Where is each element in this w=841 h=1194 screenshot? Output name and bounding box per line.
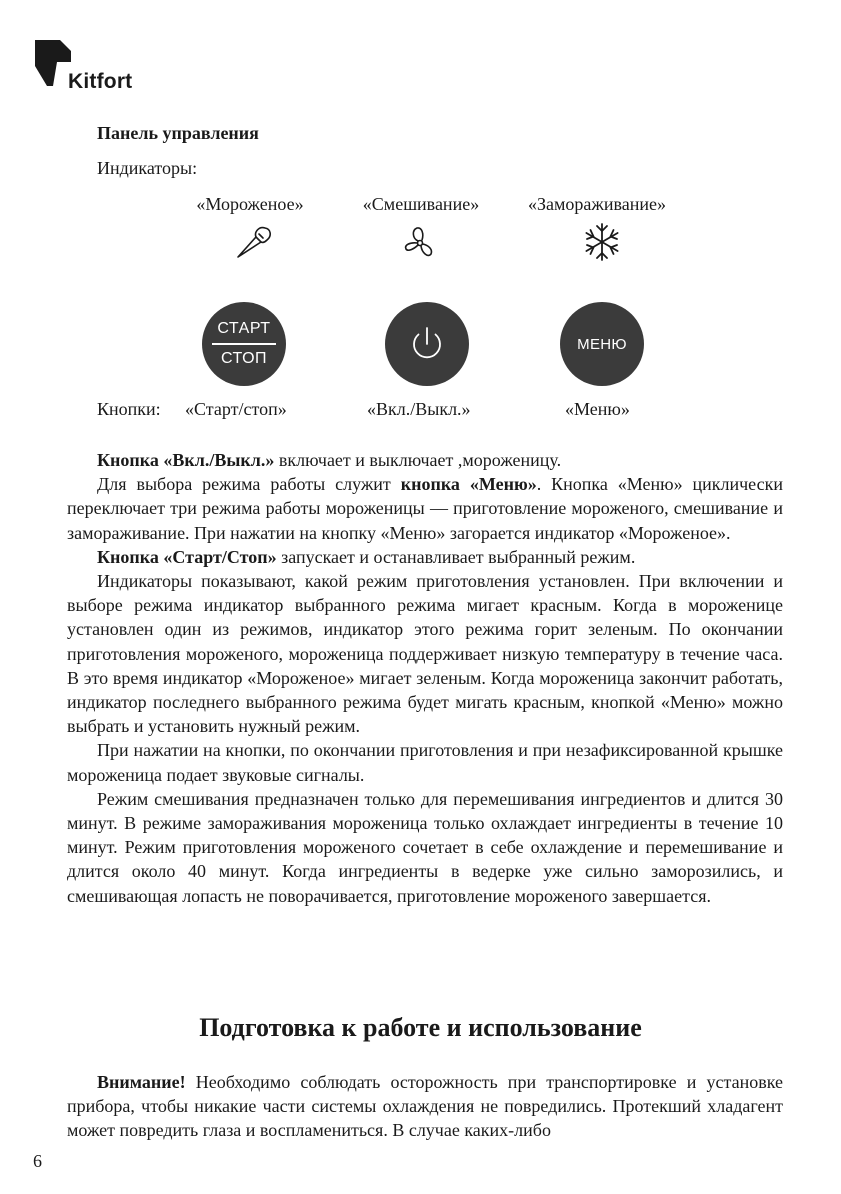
paragraph-text: включает и выключает ,мороженицу. — [274, 450, 562, 470]
power-caption: «Вкл./Выкл.» — [367, 399, 471, 419]
brand-name: Kitfort — [68, 70, 133, 93]
body-text — [67, 448, 783, 908]
buttons-label: Кнопки: — [97, 399, 161, 419]
mixing-blade-icon — [400, 222, 440, 262]
menu-label: МЕНЮ — [577, 335, 627, 353]
paragraph-power-button — [67, 448, 783, 472]
paragraph-modes: Режим смешивания предназначен только для перемешивания ингредиентов и длится 30 минут. В режиме замораживания мороженица только охлаждает ингредиенты в течение 10 минут. Режим приготовления мороженого сочетает в себе охлаждение и перемешивание и длится около 40 минут. Когда ингредиенты в ведерке уже сильно заморозились, и смешивающая лопасть не поворачивается, приготовление мороженого завершается. — [67, 788, 783, 906]
paragraph-menu-button — [67, 472, 783, 545]
indicator-label-ice-cream: «Мороженое» — [196, 194, 304, 214]
warning-bold: Внимание! — [97, 1072, 186, 1092]
paragraph-warning — [67, 1070, 783, 1143]
indicator-label-freezing: «Замораживание» — [528, 194, 666, 214]
paragraph-bold: кнопка «Меню» — [400, 474, 537, 495]
start-stop-divider — [212, 343, 276, 345]
snowflake-icon — [582, 222, 622, 262]
power-button[interactable] — [385, 302, 469, 386]
power-icon — [405, 322, 449, 366]
start-label: СТАРТ — [217, 320, 271, 338]
paragraph-bold: Кнопка «Старт/Стоп» — [97, 546, 277, 567]
paragraph-text: Необходимо соблюдать осторожность при транспортировке и установке прибора, чтобы никакие части системы охлаждения не повредились. Протекший хладагент может повредить глаза и воспламениться. В случае каких-либо — [67, 1072, 783, 1141]
paragraph-text: Для выбора режима работы служит — [97, 474, 401, 495]
menu-button[interactable] — [560, 302, 644, 386]
page-number: 6 — [33, 1151, 42, 1171]
stop-label: СТОП — [220, 349, 268, 367]
chapter-title: Подготовка к работе и использование — [199, 1013, 642, 1042]
section-heading: Панель управления — [97, 123, 259, 143]
indicator-label-mixing: «Смешивание» — [362, 194, 480, 214]
paragraph-text: . Кнопка «Меню» циклически переключает три режима работы мороженицы — приготовление мороженого, смешивание и замораживание. При нажатии на кнопку «Меню» загорается индикатор «Мороженое». — [67, 474, 783, 543]
menu-caption: «Меню» — [565, 399, 630, 419]
paragraph-indicators: Индикаторы показывают, какой режим приготовления установлен. При включении и выборе режима индикатор выбранного режима мигает красным. Когда в мороженице установлен один из режимов, индикатор этого режима горит зеленым. По окончании приготовления мороженого, мороженица поддерживает низкую температуру в течение часа. В это время индикатор «Мороженое» мигает зеленым. Когда мороженица закончит работать, индикатор последнего выбранного режима будет мигать красным, кнопкой «Меню» можно выбрать и установить нужный режим. — [67, 571, 783, 737]
paragraph-start-stop-button — [67, 545, 783, 569]
ice-cream-cone-icon — [234, 222, 274, 262]
paragraph-sound-signals: При нажатии на кнопки, по окончании приготовления и при незафиксированной крышке мороженица подает звуковые сигналы. — [67, 740, 783, 785]
start-stop-button[interactable] — [202, 302, 286, 386]
indicators-label: Индикаторы: — [97, 158, 198, 178]
paragraph-text: запускает и останавливает выбранный режим. — [276, 546, 636, 567]
paragraph-bold: Кнопка «Вкл./Выкл.» — [97, 450, 275, 470]
warning-text — [67, 1070, 783, 1143]
start-stop-caption: «Старт/стоп» — [185, 399, 287, 419]
